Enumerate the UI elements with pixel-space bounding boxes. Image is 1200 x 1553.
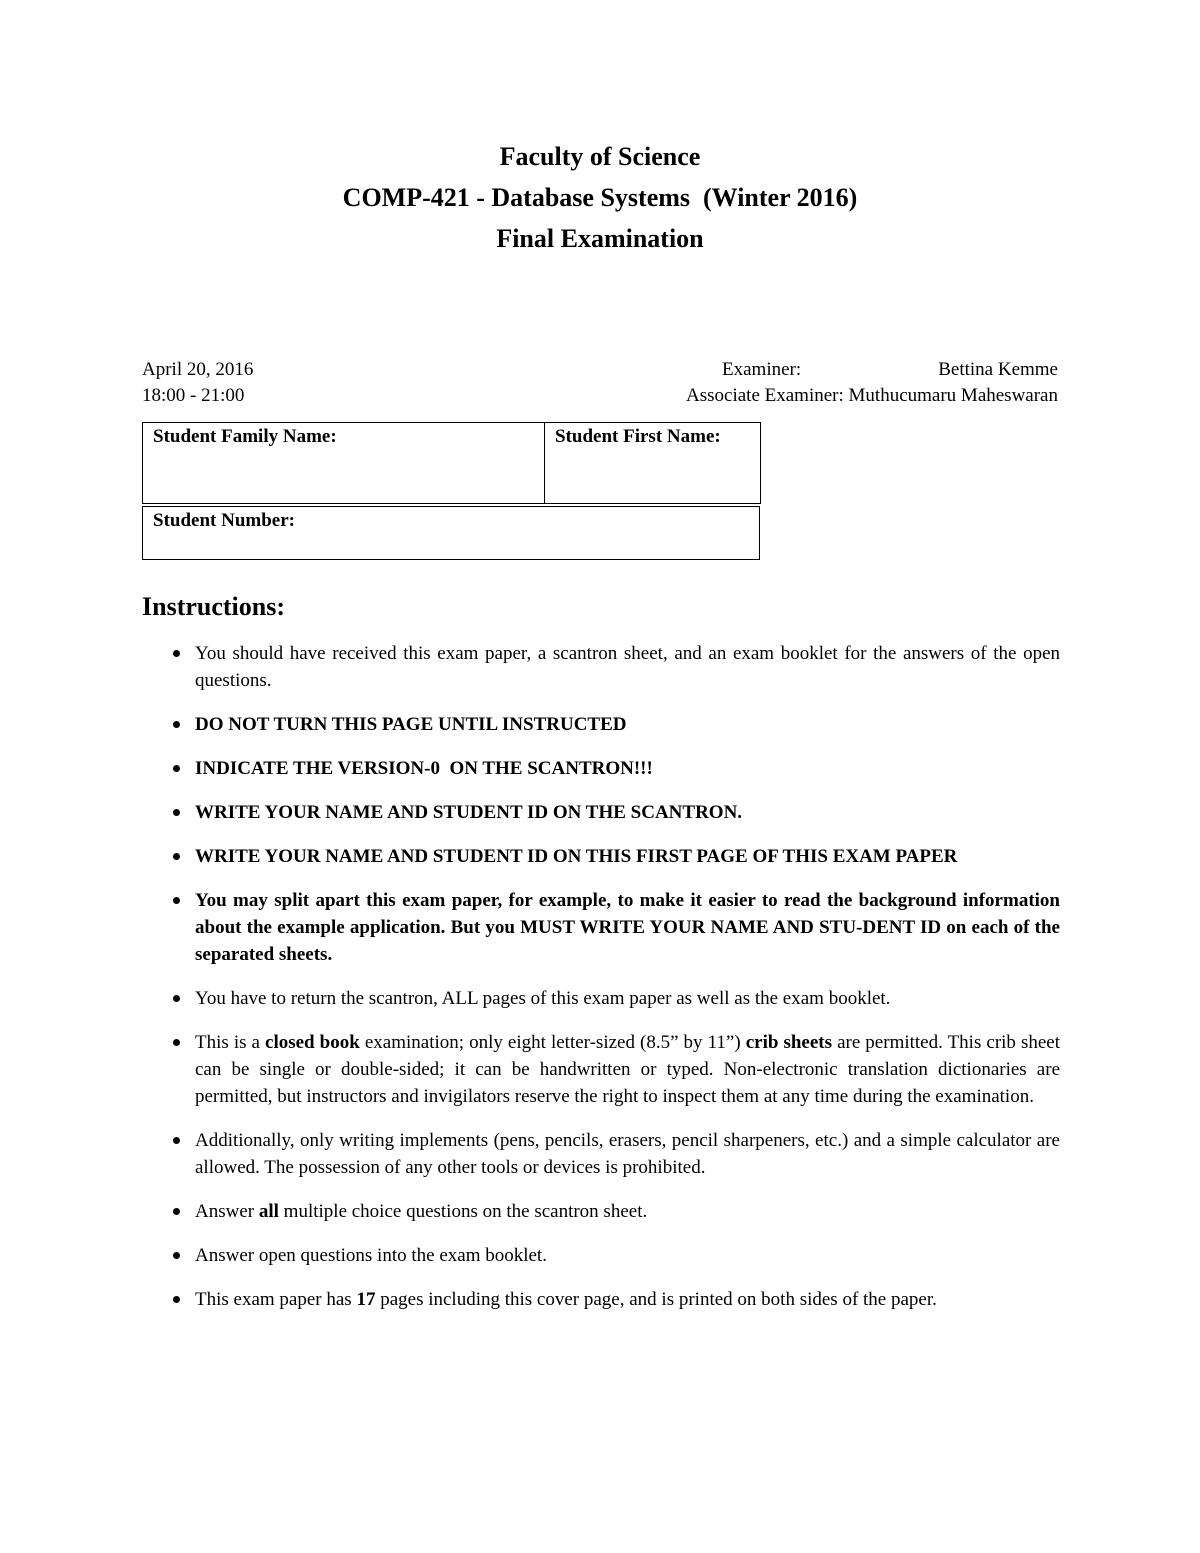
faculty-title: Faculty of Science — [499, 142, 701, 171]
exam-header — [0, 136, 1200, 259]
bullet-icon — [173, 765, 180, 772]
associate-examiner-name: Muthucumaru Maheswaran — [848, 385, 1058, 406]
list-item: Additionally, only writing implements (pens, pencils, erasers, pencil sharpeners, etc.) and a simple calculator are allowed. The possession of any other tools or devices is prohibited. — [170, 1127, 1060, 1181]
bullet-icon — [173, 853, 180, 860]
bullet-icon — [173, 1208, 180, 1215]
bullet-icon — [173, 809, 180, 816]
list-item: This is a closed book examination; only eight letter-sized (8.5” by 11”) crib sheets are permitted. This crib sheet can be single or double-sided; it can be handwritten or typed. Non-electronic translation dictionaries are permitted, but instructors and invigilators reserve the right to inspect them at any time during the examination. — [170, 1029, 1060, 1110]
family-name-field[interactable] — [142, 422, 545, 504]
course-title: COMP-421 - Database Systems (Winter 2016) — [342, 183, 858, 212]
exam-date: April 20, 2016 — [142, 359, 254, 380]
list-item: DO NOT TURN THIS PAGE UNTIL INSTRUCTED — [170, 711, 1060, 738]
family-name-label: Student Family Name: — [153, 426, 337, 447]
bullet-icon — [173, 1252, 180, 1259]
list-item: Answer open questions into the exam booklet. — [170, 1242, 1060, 1269]
examiner-label: Examiner: — [722, 359, 802, 380]
instructions-list — [170, 640, 1060, 1330]
examiner-name: Bettina Kemme — [938, 359, 1058, 380]
bullet-icon — [173, 1039, 180, 1046]
bullet-icon — [173, 650, 180, 657]
bullet-icon — [173, 1296, 180, 1303]
list-item: You may split apart this exam paper, for example, to make it easier to read the background information about the example application. But you MUST WRITE YOUR NAME AND STU-DENT ID on each of the separated sheets. — [170, 887, 1060, 968]
bullet-icon — [173, 995, 180, 1002]
list-item: This exam paper has 17 pages including this cover page, and is printed on both sides of the paper. — [170, 1286, 1060, 1313]
list-item: Answer all multiple choice questions on the scantron sheet. — [170, 1198, 1060, 1225]
bullet-icon — [173, 721, 180, 728]
bullet-icon — [173, 1137, 180, 1144]
associate-examiner — [686, 383, 1058, 409]
associate-examiner-label: Associate Examiner: — [686, 385, 844, 406]
list-item: WRITE YOUR NAME AND STUDENT ID ON THE SCANTRON. — [170, 799, 1060, 826]
instructions-heading: Instructions: — [142, 592, 286, 621]
bullet-icon — [173, 897, 180, 904]
first-name-label: Student First Name: — [555, 426, 721, 447]
list-item: You should have received this exam paper, a scantron sheet, and an exam booklet for the answers of the open questions. — [170, 640, 1060, 694]
list-item: INDICATE THE VERSION-0 ON THE SCANTRON!!! — [170, 755, 1060, 782]
student-number-field[interactable] — [142, 506, 760, 560]
list-item: You have to return the scantron, ALL pages of this exam paper as well as the exam booklet. — [170, 985, 1060, 1012]
list-item: WRITE YOUR NAME AND STUDENT ID ON THIS FIRST PAGE OF THIS EXAM PAPER — [170, 843, 1060, 870]
student-number-label: Student Number: — [153, 510, 295, 531]
first-name-field[interactable] — [544, 422, 761, 504]
exam-time: 18:00 - 21:00 — [142, 385, 245, 406]
exam-title: Final Examination — [496, 224, 704, 253]
